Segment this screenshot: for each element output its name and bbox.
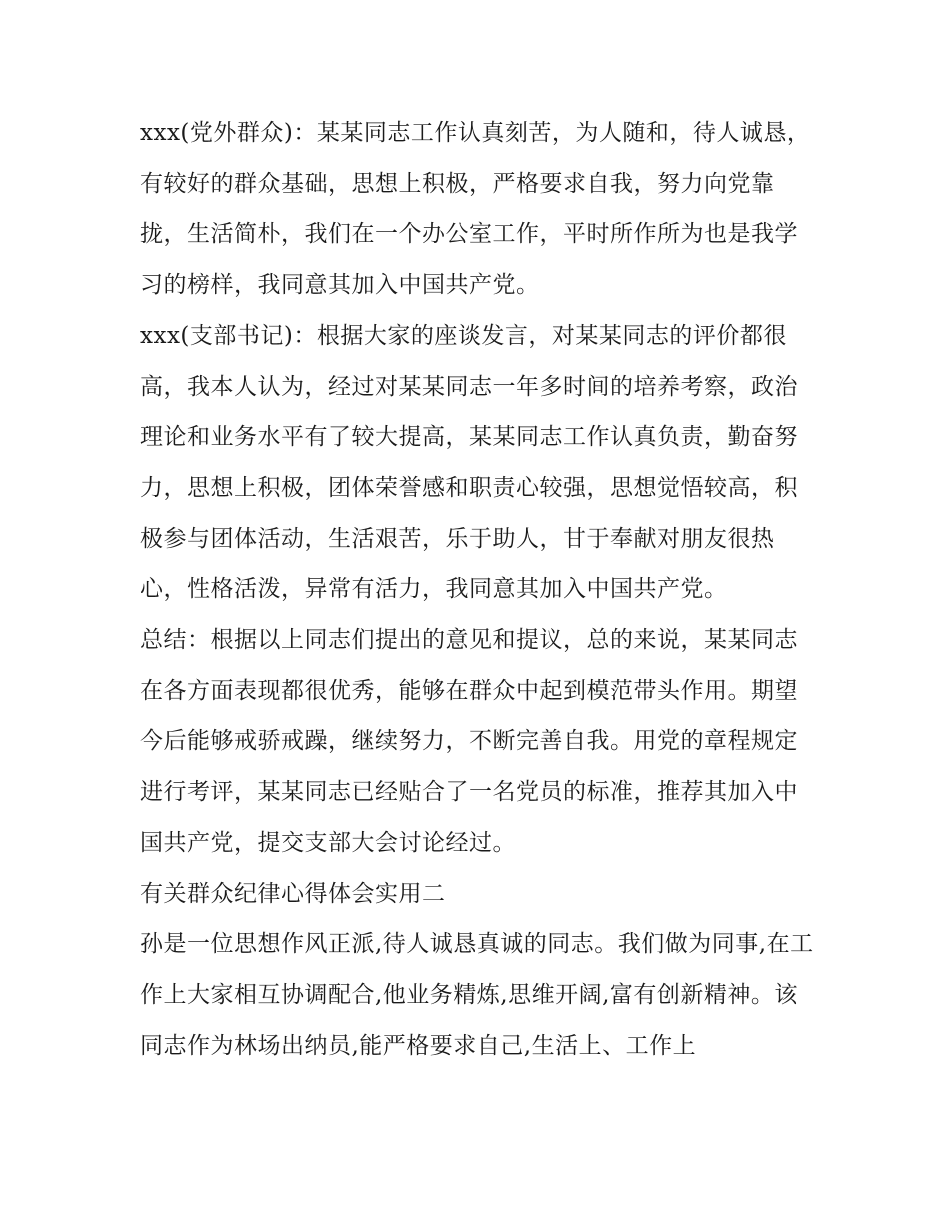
- paragraph-summary: 总结：根据以上同志们提出的意见和提议，总的来说，某某同志在各方面表现都很优秀，能够在群众中起到模范带头作用。期望今后能够戒骄戒躁，继续努力，不断完善自我。用党的章程规定进行考评，某某同志已经贴合了一名党员的标准，推荐其加入中国共产党，提交支部大会讨论经过。: [140, 627, 798, 856]
- paragraph-colleague-evaluation: 孙是一位思想作风正派,待人诚恳真诚的同志。我们做为同事,在工作上大家相互协调配合,他业务精炼,思维开阔,富有创新精神。该同志作为林场出纳员,能严格要求自己,生活上、工作上: [140, 931, 814, 1059]
- paragraph-party-outsider-comment: xxx(党外群众)：某某同志工作认真刻苦，为人随和，待人诚恳，有较好的群众基础，思想上积极，严格要求自我，努力向党靠拢，生活简朴，我们在一个办公室工作，平时所作所为也是我学习的榜样，我同意其加入中国共产党。: [140, 120, 811, 299]
- paragraph-branch-secretary-comment: xxx(支部书记)：根据大家的座谈发言，对某某同志的评价都很高，我本人认为，经过对某某同志一年多时间的培养考察，政治理论和业务水平有了较大提高，某某同志工作认真负责，勤奋努力，思想上积极，团体荣誉感和职责心较强，思想觉悟较高，积极参与团体活动，生活艰苦，乐于助人，甘于奉献对朋友很热心，性格活泼，异常有活力，我同意其加入中国共产党。: [140, 322, 798, 603]
- section-heading: 有关群众纪律心得体会实用二: [140, 880, 446, 907]
- document-body: [140, 108, 820, 1071]
